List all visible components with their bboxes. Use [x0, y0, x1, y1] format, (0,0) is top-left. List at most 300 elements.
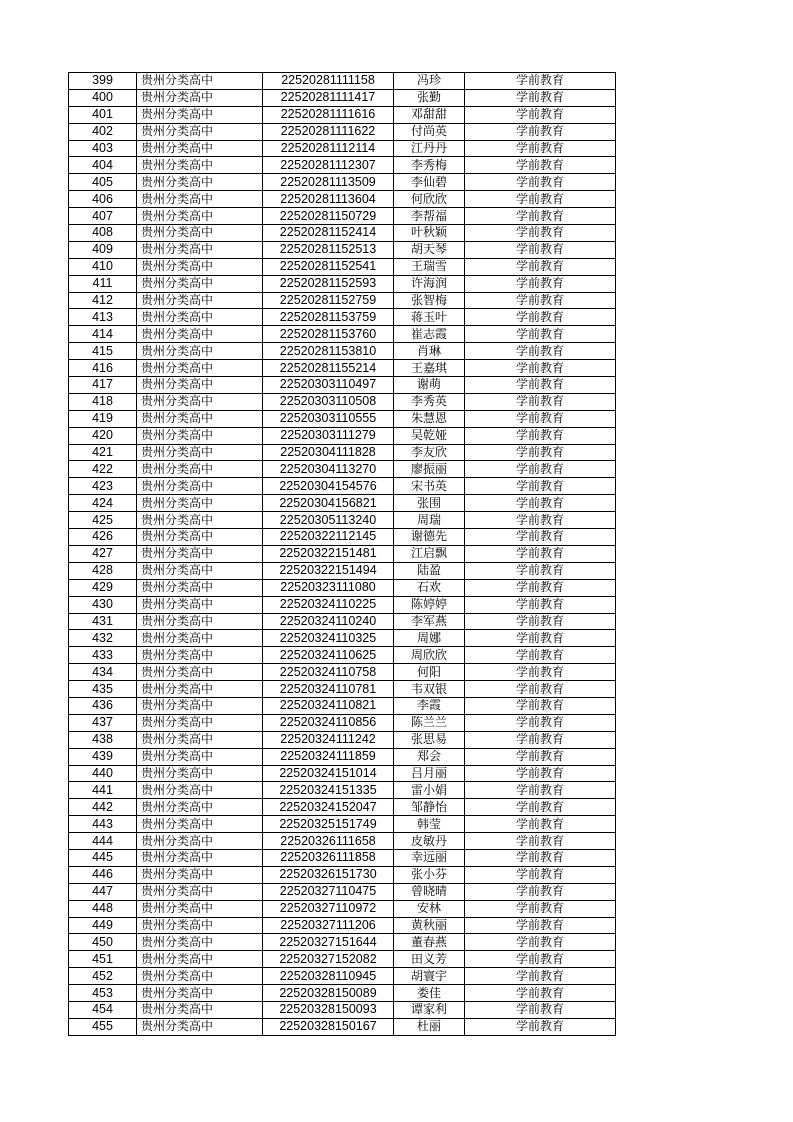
row-number-cell: 447 — [69, 883, 137, 900]
row-number-cell: 412 — [69, 292, 137, 309]
school-cell: 贵州分类高中 — [137, 360, 263, 377]
row-number-cell: 399 — [69, 73, 137, 90]
candidate-id-cell: 22520324110821 — [263, 697, 394, 714]
student-name-cell: 李友欣 — [394, 444, 465, 461]
student-name-cell: 张小芬 — [394, 866, 465, 883]
student-name-cell: 韩莹 — [394, 816, 465, 833]
school-cell: 贵州分类高中 — [137, 934, 263, 951]
table-row — [69, 73, 616, 90]
candidate-id-cell: 22520304111828 — [263, 444, 394, 461]
row-number-cell: 450 — [69, 934, 137, 951]
row-number-cell: 414 — [69, 326, 137, 343]
table-row — [69, 444, 616, 461]
table-row — [69, 748, 616, 765]
school-cell: 贵州分类高中 — [137, 714, 263, 731]
row-number-cell: 427 — [69, 545, 137, 562]
major-cell: 学前教育 — [465, 343, 616, 360]
row-number-cell: 446 — [69, 866, 137, 883]
row-number-cell: 444 — [69, 833, 137, 850]
row-number-cell: 403 — [69, 140, 137, 157]
roster-table-body — [69, 73, 616, 1036]
school-cell: 贵州分类高中 — [137, 478, 263, 495]
school-cell: 贵州分类高中 — [137, 985, 263, 1002]
major-cell: 学前教育 — [465, 647, 616, 664]
major-cell: 学前教育 — [465, 630, 616, 647]
candidate-id-cell: 22520324110781 — [263, 681, 394, 698]
major-cell: 学前教育 — [465, 495, 616, 512]
student-name-cell: 宋书英 — [394, 478, 465, 495]
row-number-cell: 451 — [69, 951, 137, 968]
school-cell: 贵州分类高中 — [137, 765, 263, 782]
candidate-id-cell: 22520304113270 — [263, 461, 394, 478]
student-name-cell: 李秀英 — [394, 393, 465, 410]
major-cell: 学前教育 — [465, 377, 616, 394]
student-name-cell: 杜丽 — [394, 1018, 465, 1035]
major-cell: 学前教育 — [465, 917, 616, 934]
table-row — [69, 292, 616, 309]
student-name-cell: 吕月丽 — [394, 765, 465, 782]
major-cell: 学前教育 — [465, 849, 616, 866]
candidate-id-cell: 22520281112114 — [263, 140, 394, 157]
table-row — [69, 478, 616, 495]
candidate-id-cell: 22520303110497 — [263, 377, 394, 394]
school-cell: 贵州分类高中 — [137, 275, 263, 292]
candidate-id-cell: 22520322151494 — [263, 562, 394, 579]
table-row — [69, 985, 616, 1002]
major-cell: 学前教育 — [465, 985, 616, 1002]
table-row — [69, 579, 616, 596]
table-row — [69, 191, 616, 208]
row-number-cell: 445 — [69, 849, 137, 866]
row-number-cell: 402 — [69, 123, 137, 140]
major-cell: 学前教育 — [465, 968, 616, 985]
school-cell: 贵州分类高中 — [137, 191, 263, 208]
school-cell: 贵州分类高中 — [137, 1001, 263, 1018]
row-number-cell: 425 — [69, 512, 137, 529]
school-cell: 贵州分类高中 — [137, 917, 263, 934]
major-cell: 学前教育 — [465, 866, 616, 883]
table-row — [69, 89, 616, 106]
school-cell: 贵州分类高中 — [137, 174, 263, 191]
candidate-id-cell: 22520281152541 — [263, 258, 394, 275]
student-name-cell: 廖振丽 — [394, 461, 465, 478]
major-cell: 学前教育 — [465, 697, 616, 714]
table-row — [69, 225, 616, 242]
table-row — [69, 714, 616, 731]
major-cell: 学前教育 — [465, 292, 616, 309]
candidate-id-cell: 22520327111206 — [263, 917, 394, 934]
table-row — [69, 596, 616, 613]
table-row — [69, 326, 616, 343]
school-cell: 贵州分类高中 — [137, 833, 263, 850]
student-name-cell: 王嘉琪 — [394, 360, 465, 377]
school-cell: 贵州分类高中 — [137, 512, 263, 529]
major-cell: 学前教育 — [465, 191, 616, 208]
row-number-cell: 421 — [69, 444, 137, 461]
candidate-id-cell: 22520281152759 — [263, 292, 394, 309]
candidate-id-cell: 22520304154576 — [263, 478, 394, 495]
candidate-id-cell: 22520326151730 — [263, 866, 394, 883]
student-name-cell: 蒋玉叶 — [394, 309, 465, 326]
school-cell: 贵州分类高中 — [137, 444, 263, 461]
school-cell: 贵州分类高中 — [137, 427, 263, 444]
major-cell: 学前教育 — [465, 208, 616, 225]
table-row — [69, 495, 616, 512]
candidate-id-cell: 22520322151481 — [263, 545, 394, 562]
school-cell: 贵州分类高中 — [137, 225, 263, 242]
candidate-id-cell: 22520281150729 — [263, 208, 394, 225]
table-row — [69, 833, 616, 850]
school-cell: 贵州分类高中 — [137, 241, 263, 258]
candidate-id-cell: 22520281113604 — [263, 191, 394, 208]
table-row — [69, 900, 616, 917]
row-number-cell: 406 — [69, 191, 137, 208]
candidate-id-cell: 22520281153810 — [263, 343, 394, 360]
student-name-cell: 崔志霞 — [394, 326, 465, 343]
row-number-cell: 440 — [69, 765, 137, 782]
table-row — [69, 849, 616, 866]
candidate-id-cell: 22520281111158 — [263, 73, 394, 90]
student-name-cell: 叶秋颖 — [394, 225, 465, 242]
major-cell: 学前教育 — [465, 833, 616, 850]
student-name-cell: 江丹丹 — [394, 140, 465, 157]
candidate-id-cell: 22520328110945 — [263, 968, 394, 985]
student-name-cell: 张智梅 — [394, 292, 465, 309]
major-cell: 学前教育 — [465, 174, 616, 191]
candidate-id-cell: 22520303110555 — [263, 410, 394, 427]
row-number-cell: 454 — [69, 1001, 137, 1018]
table-row — [69, 562, 616, 579]
table-row — [69, 951, 616, 968]
candidate-id-cell: 22520281112307 — [263, 157, 394, 174]
candidate-id-cell: 22520327152082 — [263, 951, 394, 968]
school-cell: 贵州分类高中 — [137, 968, 263, 985]
table-row — [69, 258, 616, 275]
major-cell: 学前教育 — [465, 241, 616, 258]
school-cell: 贵州分类高中 — [137, 529, 263, 546]
school-cell: 贵州分类高中 — [137, 157, 263, 174]
candidate-id-cell: 22520305113240 — [263, 512, 394, 529]
table-row — [69, 647, 616, 664]
major-cell: 学前教育 — [465, 73, 616, 90]
candidate-id-cell: 22520326111858 — [263, 849, 394, 866]
student-name-cell: 邓甜甜 — [394, 106, 465, 123]
row-number-cell: 438 — [69, 731, 137, 748]
row-number-cell: 418 — [69, 393, 137, 410]
candidate-id-cell: 22520281111417 — [263, 89, 394, 106]
row-number-cell: 437 — [69, 714, 137, 731]
candidate-id-cell: 22520281152593 — [263, 275, 394, 292]
candidate-id-cell: 22520281111622 — [263, 123, 394, 140]
student-name-cell: 谭家利 — [394, 1001, 465, 1018]
row-number-cell: 448 — [69, 900, 137, 917]
school-cell: 贵州分类高中 — [137, 545, 263, 562]
student-name-cell: 幸远丽 — [394, 849, 465, 866]
major-cell: 学前教育 — [465, 529, 616, 546]
major-cell: 学前教育 — [465, 106, 616, 123]
major-cell: 学前教育 — [465, 225, 616, 242]
candidate-id-cell: 22520328150167 — [263, 1018, 394, 1035]
student-name-cell: 江启飘 — [394, 545, 465, 562]
major-cell: 学前教育 — [465, 782, 616, 799]
student-name-cell: 李仙碧 — [394, 174, 465, 191]
candidate-id-cell: 22520281113509 — [263, 174, 394, 191]
candidate-id-cell: 22520281153759 — [263, 309, 394, 326]
table-row — [69, 816, 616, 833]
major-cell: 学前教育 — [465, 681, 616, 698]
row-number-cell: 423 — [69, 478, 137, 495]
row-number-cell: 434 — [69, 664, 137, 681]
major-cell: 学前教育 — [465, 258, 616, 275]
table-row — [69, 343, 616, 360]
table-row — [69, 1001, 616, 1018]
table-row — [69, 529, 616, 546]
table-row — [69, 157, 616, 174]
candidate-id-cell: 22520326111658 — [263, 833, 394, 850]
table-row — [69, 309, 616, 326]
candidate-id-cell: 22520281152414 — [263, 225, 394, 242]
student-name-cell: 何阳 — [394, 664, 465, 681]
row-number-cell: 401 — [69, 106, 137, 123]
major-cell: 学前教育 — [465, 748, 616, 765]
school-cell: 贵州分类高中 — [137, 900, 263, 917]
row-number-cell: 411 — [69, 275, 137, 292]
student-name-cell: 许海润 — [394, 275, 465, 292]
school-cell: 贵州分类高中 — [137, 377, 263, 394]
candidate-id-cell: 22520324151014 — [263, 765, 394, 782]
student-name-cell: 黄秋丽 — [394, 917, 465, 934]
major-cell: 学前教育 — [465, 326, 616, 343]
row-number-cell: 442 — [69, 799, 137, 816]
school-cell: 贵州分类高中 — [137, 748, 263, 765]
student-name-cell: 谢萌 — [394, 377, 465, 394]
row-number-cell: 408 — [69, 225, 137, 242]
table-row — [69, 613, 616, 630]
table-row — [69, 681, 616, 698]
table-row — [69, 968, 616, 985]
candidate-id-cell: 22520281153760 — [263, 326, 394, 343]
school-cell: 贵州分类高中 — [137, 495, 263, 512]
row-number-cell: 452 — [69, 968, 137, 985]
school-cell: 贵州分类高中 — [137, 140, 263, 157]
school-cell: 贵州分类高中 — [137, 562, 263, 579]
candidate-id-cell: 22520322112145 — [263, 529, 394, 546]
table-row — [69, 545, 616, 562]
school-cell: 贵州分类高中 — [137, 664, 263, 681]
row-number-cell: 405 — [69, 174, 137, 191]
school-cell: 贵州分类高中 — [137, 343, 263, 360]
school-cell: 贵州分类高中 — [137, 89, 263, 106]
major-cell: 学前教育 — [465, 579, 616, 596]
student-name-cell: 周娜 — [394, 630, 465, 647]
student-name-cell: 李帮福 — [394, 208, 465, 225]
candidate-id-cell: 22520327110475 — [263, 883, 394, 900]
major-cell: 学前教育 — [465, 444, 616, 461]
row-number-cell: 439 — [69, 748, 137, 765]
row-number-cell: 436 — [69, 697, 137, 714]
row-number-cell: 419 — [69, 410, 137, 427]
table-row — [69, 883, 616, 900]
row-number-cell: 430 — [69, 596, 137, 613]
student-name-cell: 董春燕 — [394, 934, 465, 951]
table-row — [69, 917, 616, 934]
candidate-id-cell: 22520324110225 — [263, 596, 394, 613]
major-cell: 学前教育 — [465, 309, 616, 326]
major-cell: 学前教育 — [465, 1001, 616, 1018]
student-name-cell: 胡寰宇 — [394, 968, 465, 985]
major-cell: 学前教育 — [465, 596, 616, 613]
student-name-cell: 王瑞雪 — [394, 258, 465, 275]
table-row — [69, 106, 616, 123]
table-row — [69, 630, 616, 647]
major-cell: 学前教育 — [465, 123, 616, 140]
table-row — [69, 461, 616, 478]
student-name-cell: 张勤 — [394, 89, 465, 106]
row-number-cell: 426 — [69, 529, 137, 546]
candidate-id-cell: 22520324110758 — [263, 664, 394, 681]
major-cell: 学前教育 — [465, 951, 616, 968]
school-cell: 贵州分类高中 — [137, 410, 263, 427]
student-name-cell: 陆盈 — [394, 562, 465, 579]
student-name-cell: 陈兰兰 — [394, 714, 465, 731]
student-name-cell: 周瑞 — [394, 512, 465, 529]
school-cell: 贵州分类高中 — [137, 731, 263, 748]
school-cell: 贵州分类高中 — [137, 613, 263, 630]
candidate-id-cell: 22520304156821 — [263, 495, 394, 512]
school-cell: 贵州分类高中 — [137, 461, 263, 478]
student-name-cell: 田义芳 — [394, 951, 465, 968]
student-name-cell: 付尚英 — [394, 123, 465, 140]
major-cell: 学前教育 — [465, 275, 616, 292]
row-number-cell: 455 — [69, 1018, 137, 1035]
candidate-id-cell: 22520303111279 — [263, 427, 394, 444]
major-cell: 学前教育 — [465, 900, 616, 917]
major-cell: 学前教育 — [465, 816, 616, 833]
school-cell: 贵州分类高中 — [137, 326, 263, 343]
major-cell: 学前教育 — [465, 714, 616, 731]
table-row — [69, 799, 616, 816]
row-number-cell: 410 — [69, 258, 137, 275]
table-row — [69, 1018, 616, 1035]
major-cell: 学前教育 — [465, 545, 616, 562]
roster-table — [68, 72, 616, 1036]
student-name-cell: 冯珍 — [394, 73, 465, 90]
table-row — [69, 174, 616, 191]
major-cell: 学前教育 — [465, 799, 616, 816]
candidate-id-cell: 22520324111859 — [263, 748, 394, 765]
school-cell: 贵州分类高中 — [137, 106, 263, 123]
major-cell: 学前教育 — [465, 731, 616, 748]
student-name-cell: 娄佳 — [394, 985, 465, 1002]
candidate-id-cell: 22520323111080 — [263, 579, 394, 596]
student-name-cell: 曾晓晴 — [394, 883, 465, 900]
student-name-cell: 安林 — [394, 900, 465, 917]
school-cell: 贵州分类高中 — [137, 596, 263, 613]
school-cell: 贵州分类高中 — [137, 951, 263, 968]
student-name-cell: 张思易 — [394, 731, 465, 748]
candidate-id-cell: 22520281111616 — [263, 106, 394, 123]
school-cell: 贵州分类高中 — [137, 849, 263, 866]
table-row — [69, 123, 616, 140]
candidate-id-cell: 22520324151335 — [263, 782, 394, 799]
table-row — [69, 731, 616, 748]
row-number-cell: 417 — [69, 377, 137, 394]
student-name-cell: 张围 — [394, 495, 465, 512]
school-cell: 贵州分类高中 — [137, 816, 263, 833]
school-cell: 贵州分类高中 — [137, 208, 263, 225]
major-cell: 学前教育 — [465, 478, 616, 495]
school-cell: 贵州分类高中 — [137, 782, 263, 799]
school-cell: 贵州分类高中 — [137, 309, 263, 326]
table-row — [69, 393, 616, 410]
row-number-cell: 400 — [69, 89, 137, 106]
candidate-id-cell: 22520325151749 — [263, 816, 394, 833]
candidate-id-cell: 22520327151644 — [263, 934, 394, 951]
table-row — [69, 275, 616, 292]
table-row — [69, 427, 616, 444]
row-number-cell: 431 — [69, 613, 137, 630]
row-number-cell: 433 — [69, 647, 137, 664]
major-cell: 学前教育 — [465, 883, 616, 900]
row-number-cell: 435 — [69, 681, 137, 698]
row-number-cell: 404 — [69, 157, 137, 174]
table-row — [69, 512, 616, 529]
student-name-cell: 朱慧恩 — [394, 410, 465, 427]
major-cell: 学前教育 — [465, 664, 616, 681]
major-cell: 学前教育 — [465, 157, 616, 174]
major-cell: 学前教育 — [465, 427, 616, 444]
table-row — [69, 377, 616, 394]
table-row — [69, 241, 616, 258]
student-name-cell: 郑会 — [394, 748, 465, 765]
table-row — [69, 360, 616, 377]
major-cell: 学前教育 — [465, 613, 616, 630]
row-number-cell: 441 — [69, 782, 137, 799]
row-number-cell: 453 — [69, 985, 137, 1002]
row-number-cell: 420 — [69, 427, 137, 444]
candidate-id-cell: 22520303110508 — [263, 393, 394, 410]
school-cell: 贵州分类高中 — [137, 393, 263, 410]
row-number-cell: 416 — [69, 360, 137, 377]
table-row — [69, 782, 616, 799]
student-name-cell: 李军燕 — [394, 613, 465, 630]
student-name-cell: 李秀梅 — [394, 157, 465, 174]
student-name-cell: 胡天琴 — [394, 241, 465, 258]
table-row — [69, 765, 616, 782]
candidate-id-cell: 22520324110325 — [263, 630, 394, 647]
school-cell: 贵州分类高中 — [137, 647, 263, 664]
major-cell: 学前教育 — [465, 393, 616, 410]
row-number-cell: 443 — [69, 816, 137, 833]
candidate-id-cell: 22520324110625 — [263, 647, 394, 664]
school-cell: 贵州分类高中 — [137, 579, 263, 596]
candidate-id-cell: 22520328150089 — [263, 985, 394, 1002]
table-row — [69, 697, 616, 714]
student-name-cell: 皮敏丹 — [394, 833, 465, 850]
student-name-cell: 雷小娟 — [394, 782, 465, 799]
table-row — [69, 664, 616, 681]
major-cell: 学前教育 — [465, 461, 616, 478]
major-cell: 学前教育 — [465, 562, 616, 579]
row-number-cell: 432 — [69, 630, 137, 647]
row-number-cell: 424 — [69, 495, 137, 512]
school-cell: 贵州分类高中 — [137, 681, 263, 698]
school-cell: 贵州分类高中 — [137, 1018, 263, 1035]
table-row — [69, 934, 616, 951]
major-cell: 学前教育 — [465, 934, 616, 951]
table-row — [69, 866, 616, 883]
school-cell: 贵州分类高中 — [137, 123, 263, 140]
